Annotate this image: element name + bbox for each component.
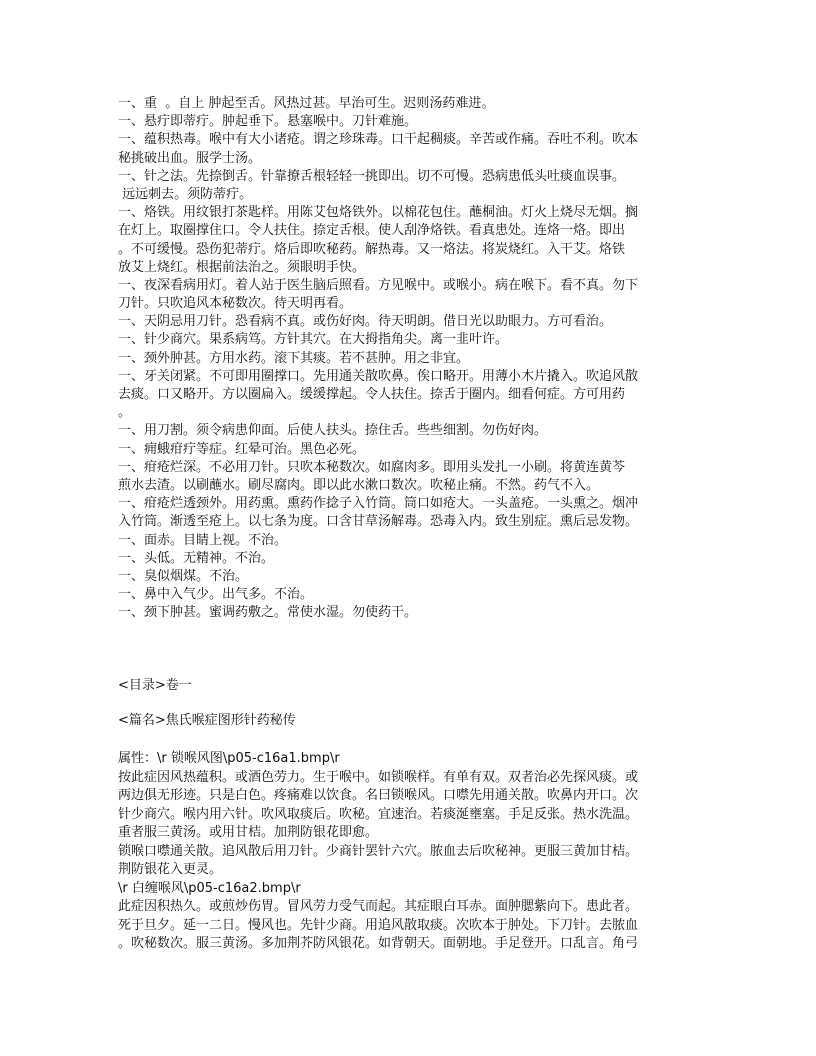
text-line: 在灯上。取圈撑住口。令人扶住。捺定舌根。使人刮净烙铁。看真患处。连烙一烙。即出 [118,223,626,239]
text-line: 一、痈蛾疳疔等症。红晕可治。黑色必死。 [118,441,366,457]
text-line: \r 白缠喉风\p05-c16a2.bmp\r [118,880,301,896]
text-line: 重者服三黄汤。或用甘桔。加荆防银花即愈。 [118,825,379,840]
text-line: 荆防银花入更灵。 [118,862,223,877]
text-line: 一、鼻中入气少。出气多。不治。 [118,587,314,603]
text-line: 。吹秘数次。服三黄汤。多加荆芥防风银花。如背朝天。面朝地。手足登开。口乱言。角弓 [118,936,639,951]
text-line: 秘挑破出血。服学士汤。 [118,150,262,166]
toc-heading: <目录>卷一 [118,678,192,693]
text-line: 一、牙关闭紧。不可即用圈撑口。先用通关散吹鼻。俟口略开。用薄小木片撬入。吹追风散 [118,368,639,384]
text-line: 锁喉口噤通关散。追风散后用刀针。少商针罢针六穴。脓血去后吹秘神。更服三黄加甘桔。 [118,843,639,859]
text-line: 一、蕴积热毒。喉中有大小诸疮。谓之珍珠毒。口干起稠痰。辛苦或作痛。吞吐不利。吹本 [118,132,639,148]
text-line: 一、疳疮烂深。不必用刀针。只吹本秘数次。如腐肉多。即用头发扎一小刷。将黄连黄芩 [118,459,626,475]
text-line: 按此症因风热蕴积。或酒色劳力。生于喉中。如锁喉样。有单有双。双者治必先探风痰。或 [118,769,639,785]
text-line: 属性：\r 锁喉风图\p05-c16a1.bmp\r [118,751,340,766]
chapter-title: <篇名>焦氏喉症图形针药秘传 [118,713,296,728]
text-line: 一、颈下肿甚。蜜调药敷之。常使水湿。勿使药干。 [118,605,418,621]
text-line: 一、用刀割。须令病患仰面。后使人扶头。捺住舌。些些细割。勿伤好肉。 [118,423,548,439]
text-line: 煎水去渣。以刷蘸水。刷尽腐肉。即以此水漱口数次。吹秘止痛。不然。药气不入。 [118,477,600,493]
text-section-1 [118,95,708,622]
text-line: 一、颈外肿甚。方用水药。滚下其痰。若不甚肿。用之非宜。 [118,350,470,366]
text-line: 一、天阴忌用刀针。恐看病不真。或伤好肉。待天明朗。借日光以助眼力。方可看治。 [118,314,613,330]
text-line: 一、悬疔即蒂疔。肿起垂下。悬塞喉中。刀针难施。 [118,114,418,130]
text-line: 放艾上烧红。根据前法治之。须眼明手快。 [118,259,366,275]
text-line: 此症因积热久。或煎炒伤胃。冒风劳力受气而起。其症眼白耳赤。面肿腮紫向下。患此者。 [118,899,639,914]
text-section-2 [118,750,708,954]
text-line: 一、臭似烟煤。不治。 [118,568,249,584]
text-line: 一、针少商穴。果系病笃。方针其穴。在大拇指角尖。离一韭叶许。 [118,332,509,348]
text-line: 入竹筒。渐透至疮上。以七条为度。口含甘草汤解毒。恐毒入内。致生别症。熏后忌发物。 [118,514,639,530]
text-line: 。不可缓慢。恐伤犯蒂疔。烙后即吹秘药。解热毒。又一烙法。将炭烧红。入干艾。烙铁 [118,241,626,257]
text-line: 一、针之法。先捺倒舌。针靠撩舌根轻轻一挑即出。切不可慢。恐病患低头吐痰血误事。 [118,168,626,184]
text-line: 去痰。口又略开。方以圈扁入。缓缓撑起。令人扶住。捺舌于圈内。细看何症。方可用药 [118,387,626,402]
text-line: 一、头低。无精神。不治。 [118,550,275,566]
text-line: 一、夜深看病用灯。着人站于医生脑后照看。方见喉中。或喉小。病在喉下。看不真。勿下 [118,277,639,293]
text-line: 一、重 。自上 肿起至舌。风热过甚。早治可生。迟则汤药难进。 [118,96,495,111]
text-line: 针少商穴。喉内用六针。吹风取痰后。吹秘。宜速治。若痰涎壅塞。手足反张。热水洗温。 [118,806,639,822]
text-line: 。 [118,405,132,421]
text-line: 死于旦夕。延一二日。慢风也。先针少商。用追风散取痰。次吹本于肿处。下刀针。去脓血 [118,917,639,933]
text-line: 一、疳疮烂透颈外。用药熏。熏药作捻子入竹筒。筒口如疮大。一头盖疮。一头熏之。烟冲 [118,496,639,512]
text-line: 两边俱无形迹。只是白色。疼痛难以饮食。名曰锁喉风。口噤先用通关散。吹鼻内开口。次 [118,788,639,803]
text-line: 刀针。只吹追风本秘数次。待天明再看。 [118,296,353,312]
text-line: 一、面赤。目睛上视。不治。 [118,532,288,548]
text-line: 一、烙铁。用纹银打茶匙样。用陈艾包烙铁外。以棉花包住。蘸桐油。灯火上烧尽无烟。搁 [118,205,639,221]
text-line: 远远刺去。须防蒂疔。 [118,186,253,202]
